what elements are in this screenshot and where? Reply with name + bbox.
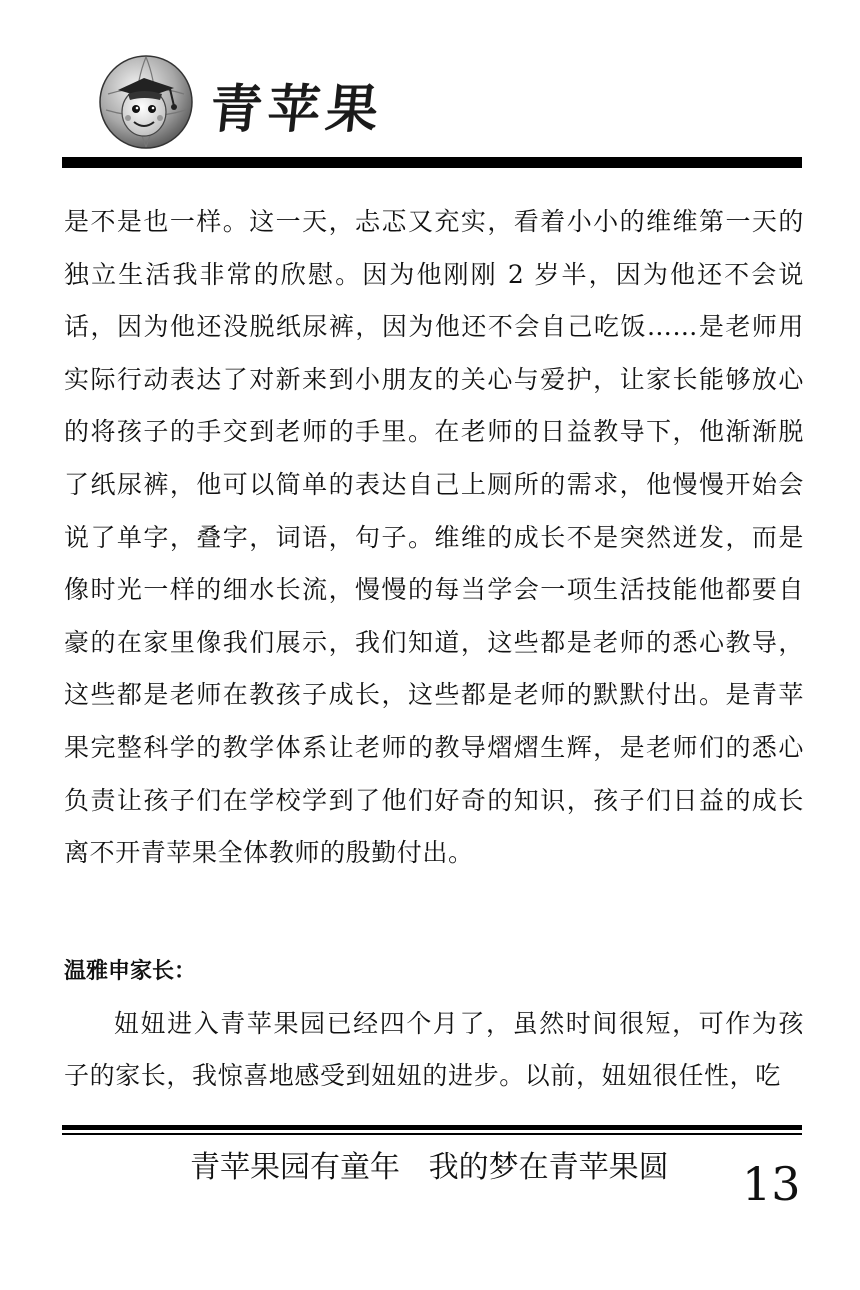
paragraph-1: 是不是也一样。这一天，忐忑又充实，看着小小的维维第一天的独立生活我非常的欣慰。因为他刚刚 2 岁半，因为他还不会说话，因为他还没脱纸尿裤，因为他还不会自己吃饭……是老师用实际行动表达了对新来到小朋友的关心与爱护，让家长能够放心的将孩子的手交到老师的手里。在老师的日益教导下，他渐渐脱了纸尿裤，他可以简单的表达自己上厕所的需求，他慢慢开始会说了单字，叠字，词语，句子。维维的成长不是突然迸发，而是像时光一样的细水长流，慢慢的每当学会一项生活技能他都要自豪的在家里像我们展示，我们知道，这些都是老师的悉心教导，这些都是老师在教孩子成长，这些都是老师的默默付出。是青苹果完整科学的教学体系让老师的教导熠熠生辉，是老师们的悉心负责让孩子们在学校学到了他们好奇的知识，孩子们日益的成长离不开青苹果全体教师的殷勤付出。 — [64, 207, 804, 868]
paragraph-2: 妞妞进入青苹果园已经四个月了，虽然时间很短，可作为孩子的家长，我惊喜地感受到妞妞的进步。以前，妞妞很任性，吃 — [64, 1008, 804, 1091]
footer-slogan: 青苹果园有童年 我的梦在青苹果圆 — [190, 1150, 669, 1185]
page-number: 13 — [742, 1157, 801, 1211]
header-divider — [62, 157, 802, 168]
article-body — [64, 196, 804, 1103]
apple-mascot-logo-icon — [98, 54, 194, 150]
section-heading: 温雅申家长： — [64, 958, 197, 984]
footer-divider-thin — [62, 1133, 802, 1135]
footer-divider-thick — [62, 1125, 802, 1130]
brand-title: 青苹果 — [206, 79, 388, 140]
